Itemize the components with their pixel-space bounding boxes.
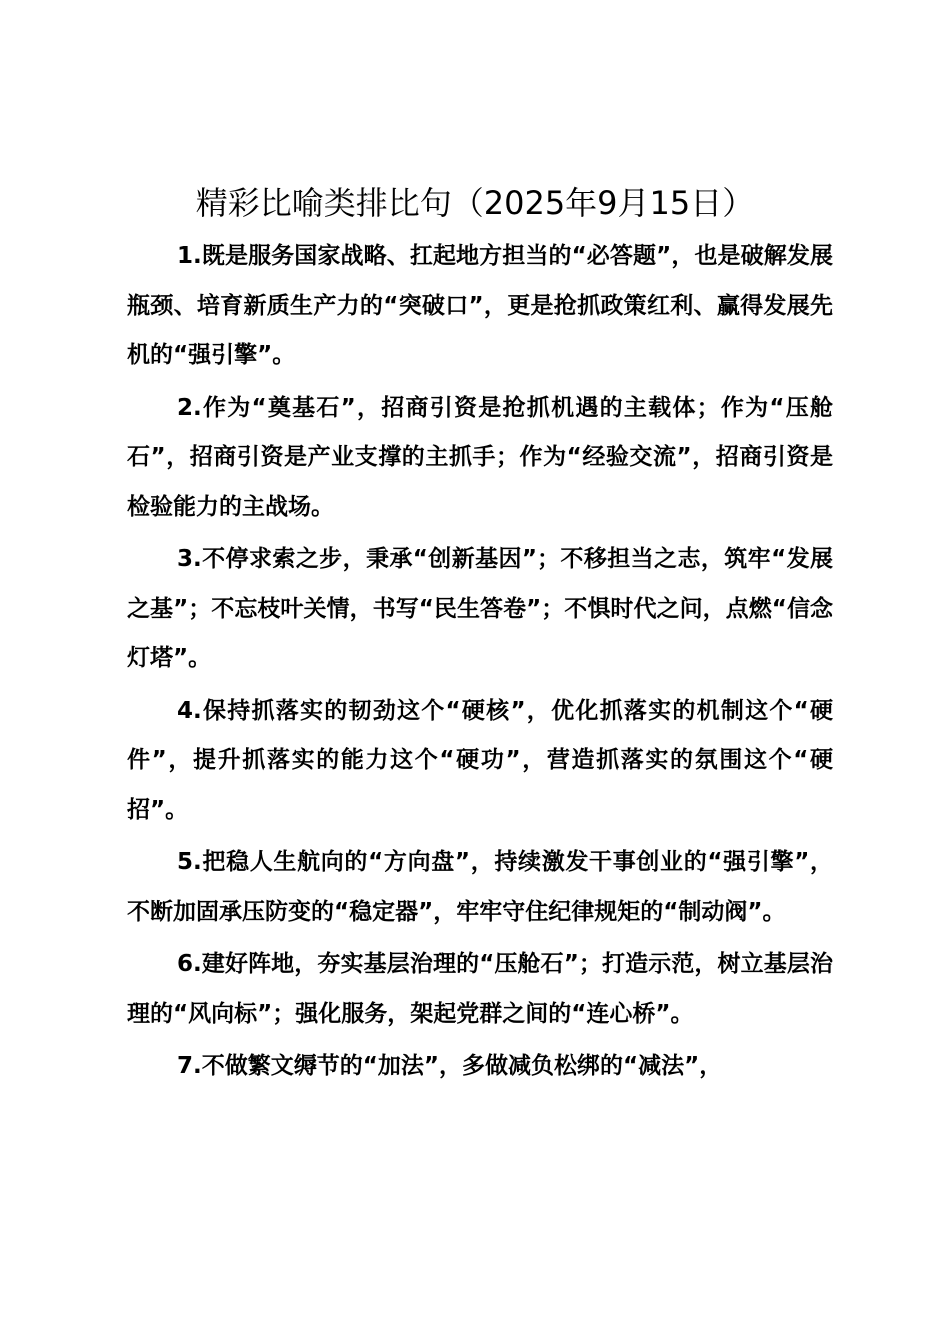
paragraph-1: 1.既是服务国家战略、扛起地方担当的“必答题”，也是破解发展瓶颈、培育新质生产力的“突破口”，更是抢抓政策红利、赢得发展先机的“强引擎”。: [127, 243, 833, 368]
document-title: 精彩比喻类排比句（2025年9月15日）: [195, 184, 755, 222]
paragraph-3: 3.不停求索之步，秉承“创新基因”；不移担当之志，筑牢“发展之基”；不忘枝叶关情，书写“民生答卷”；不惧时代之问，点燃“信念灯塔”。: [127, 546, 833, 671]
paragraph-7: 7.不做繁文缛节的“加法”，多做减负松绑的“减法”，: [177, 1053, 723, 1079]
paragraph-4: 4.保持抓落实的韧劲这个“硬核”，优化抓落实的机制这个“硬件”，提升抓落实的能力这个“硬功”，营造抓落实的氛围这个“硬招”。: [127, 697, 833, 823]
paragraph-5: 5.把稳人生航向的“方向盘”，持续激发干事创业的“强引擎”，不断加固承压防变的“稳定器”，牢牢守住纪律规矩的“制动阀”。: [127, 849, 833, 925]
paragraph-2: 2.作为“奠基石”，招商引资是抢抓机遇的主载体；作为“压舱石”，招商引资是产业支撑的主抓手；作为“经验交流”，招商引资是检验能力的主战场。: [127, 394, 833, 520]
paragraph-6: 6.建好阵地，夯实基层治理的“压舱石”；打造示范，树立基层治理的“风向标”；强化服务，架起党群之间的“连心桥”。: [127, 951, 833, 1027]
document-body: [127, 232, 833, 1095]
